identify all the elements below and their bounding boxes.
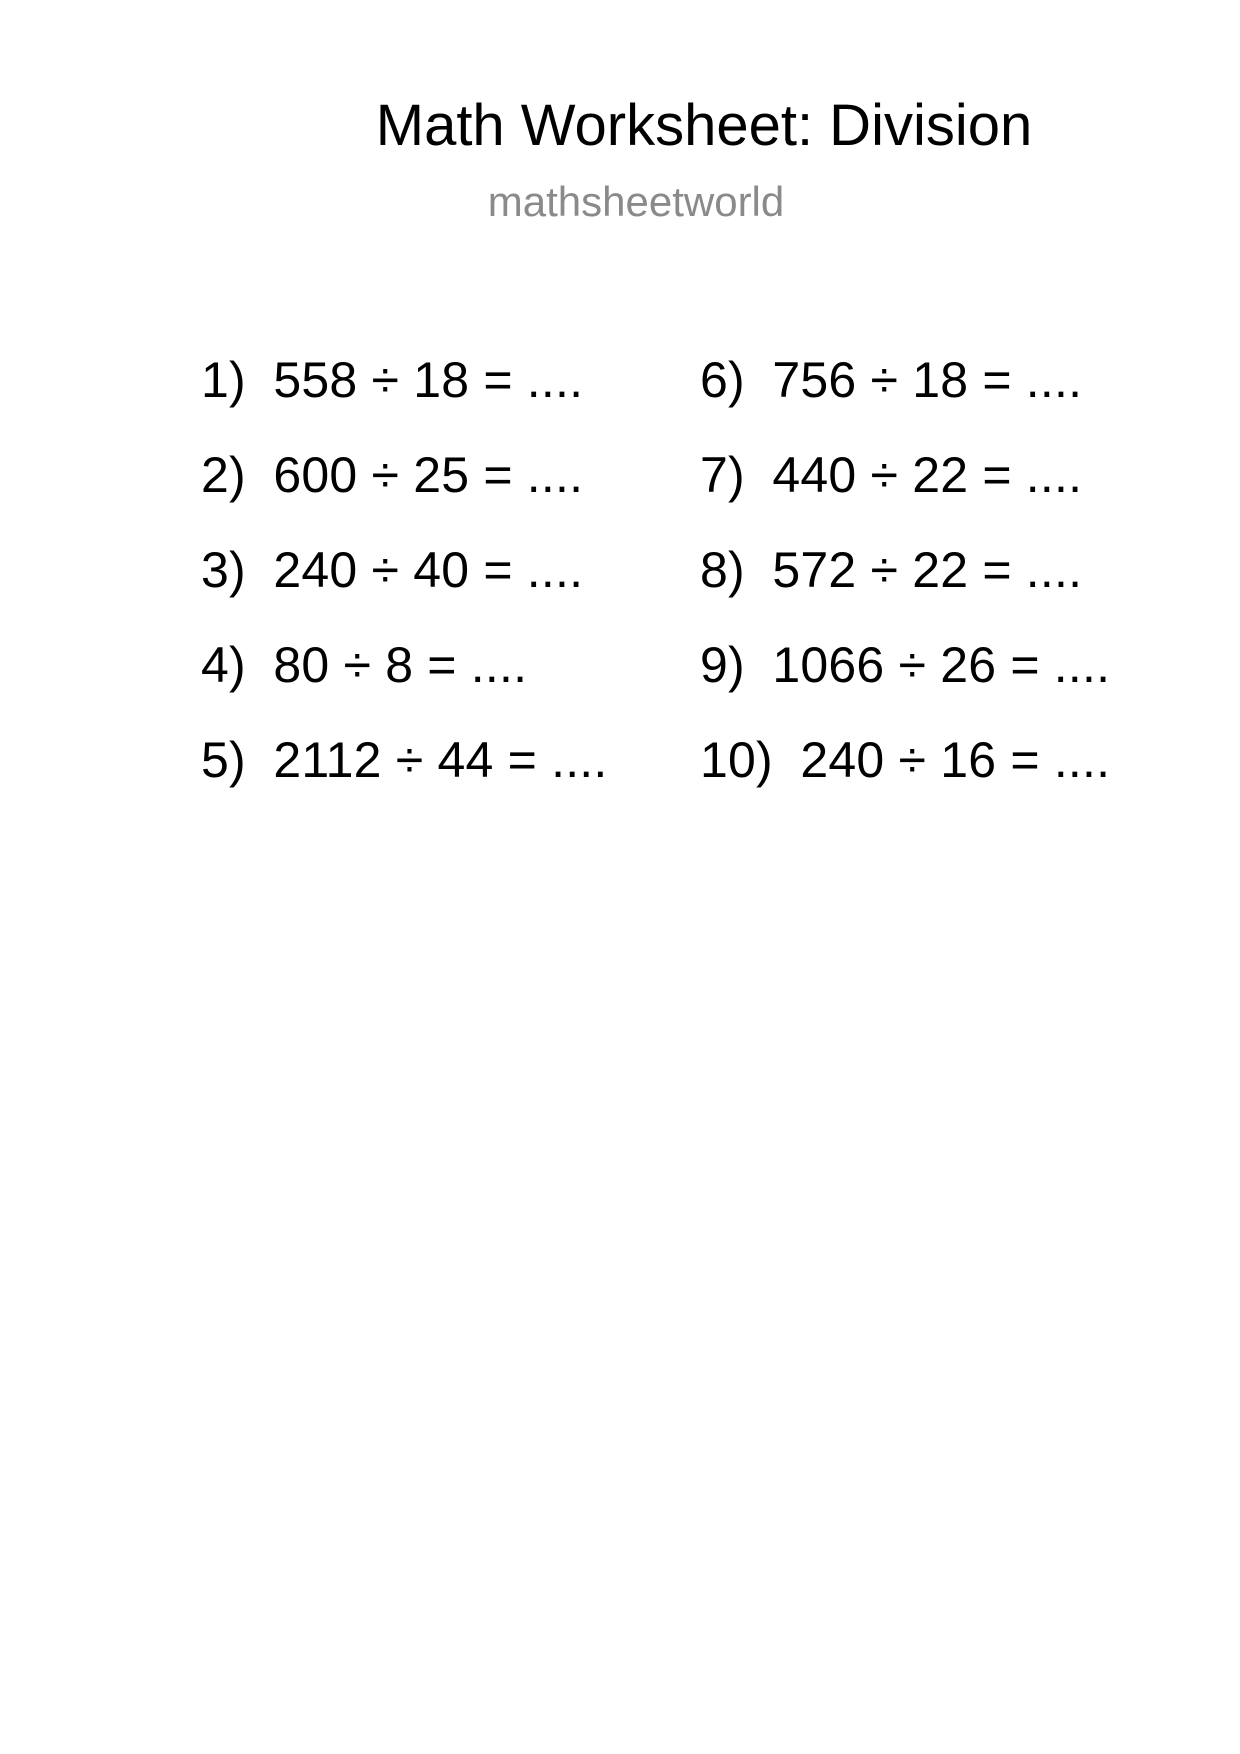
problem-row-4 (201, 637, 607, 693)
problem-expression: 558 ÷ 18 = .... (273, 352, 584, 408)
problem-expression: 572 ÷ 22 = .... (772, 542, 1083, 598)
problem-row-3 (201, 542, 607, 598)
problem-number: 1) (201, 352, 246, 408)
problem-expression: 600 ÷ 25 = .... (273, 447, 584, 503)
problem-expression: 80 ÷ 8 = .... (273, 637, 528, 693)
problem-number: 7) (700, 447, 745, 503)
problem-row-9 (700, 637, 1111, 693)
problem-number: 2) (201, 447, 246, 503)
page-subtitle: mathsheetworld (487, 178, 785, 225)
problem-expression: 756 ÷ 18 = .... (772, 352, 1083, 408)
problems-right-column (700, 352, 1111, 830)
problem-expression: 240 ÷ 16 = .... (800, 732, 1111, 788)
problem-row-8 (700, 542, 1110, 598)
problem-row-10 (700, 732, 1111, 788)
problem-number: 4) (201, 637, 246, 693)
problem-number: 9) (700, 637, 745, 693)
problem-expression: 440 ÷ 22 = .... (772, 447, 1083, 503)
problem-number: 6) (700, 352, 745, 408)
problem-row-2 (201, 447, 607, 503)
problem-number: 8) (700, 542, 745, 598)
problem-row-5 (201, 732, 608, 788)
problem-row-7 (700, 447, 1110, 503)
problem-number: 5) (201, 732, 246, 788)
problem-expression: 1066 ÷ 26 = .... (772, 637, 1111, 693)
problem-row-6 (700, 352, 1110, 408)
problems-left-column (201, 352, 608, 830)
problem-row-1 (201, 352, 607, 408)
problem-number: 3) (201, 542, 246, 598)
problem-expression: 240 ÷ 40 = .... (273, 542, 584, 598)
page-title: Math Worksheet: Division (375, 93, 1033, 158)
problem-expression: 2112 ÷ 44 = .... (273, 732, 608, 788)
problem-number: 10) (700, 732, 773, 788)
